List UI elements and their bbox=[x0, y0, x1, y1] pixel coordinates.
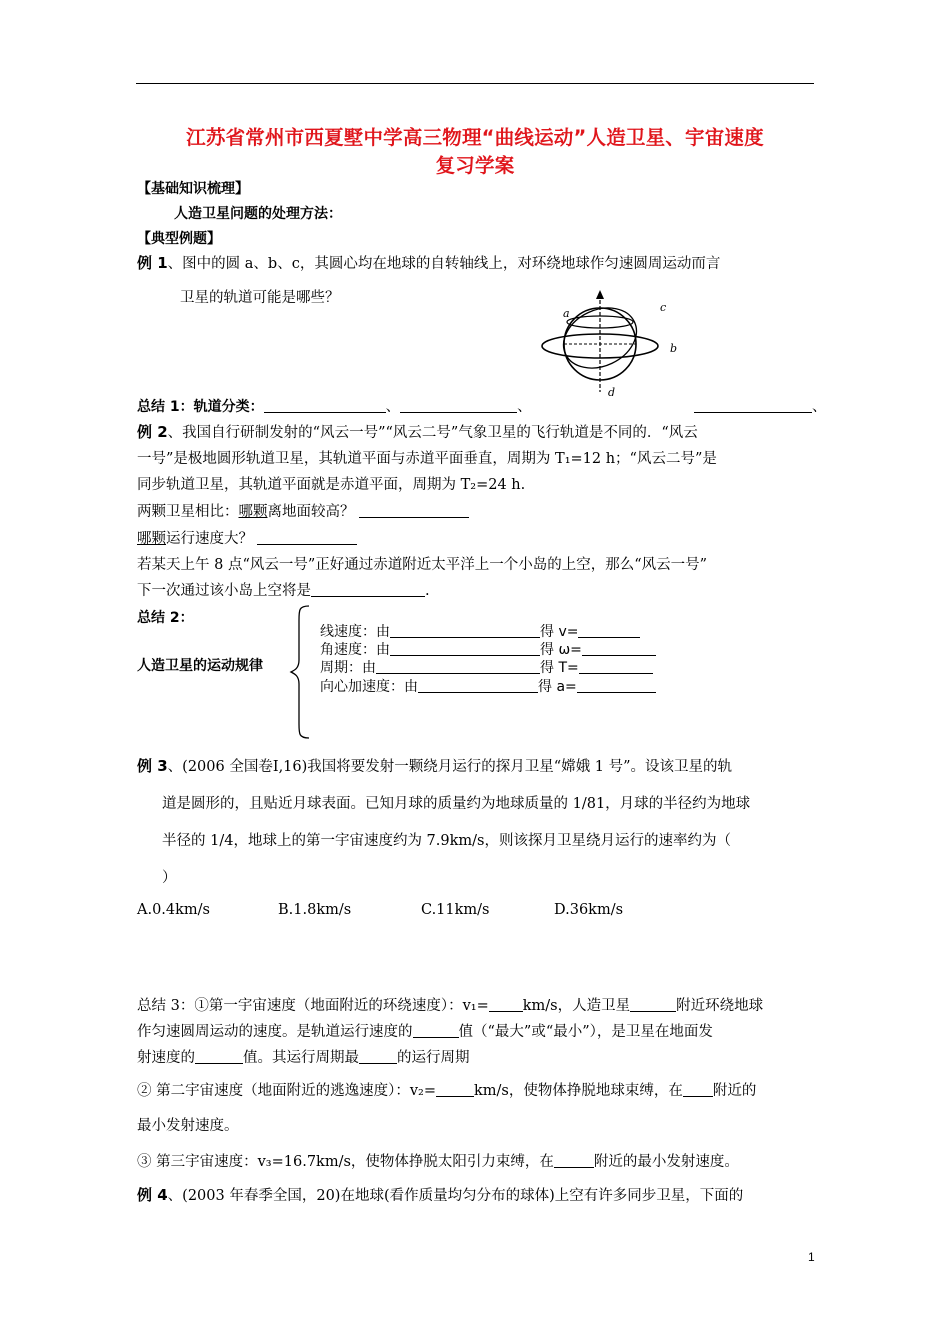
summary3-line-3 bbox=[137, 1046, 470, 1067]
summary2-label: 总结 2： bbox=[137, 610, 194, 626]
row-angular-name: 角速度：由 bbox=[320, 642, 390, 658]
blank-acceleration-from[interactable] bbox=[418, 678, 538, 693]
row-period-name: 周期：由 bbox=[320, 660, 376, 676]
summary3-line-5: 最小发射速度。 bbox=[137, 1118, 239, 1134]
blank-orbit-1[interactable] bbox=[264, 398, 386, 413]
ex1-line-2: 卫星的轨道可能是哪些？ bbox=[180, 290, 340, 306]
s3-p3c: 的运行周期 bbox=[397, 1050, 470, 1066]
ex3-option-a[interactable]: A.0.4km/s bbox=[137, 902, 211, 918]
ex2-label: 例 2 bbox=[137, 423, 168, 441]
label-b: b bbox=[670, 342, 678, 355]
sep-3: 、 bbox=[812, 399, 827, 415]
row-acceleration-name: 向心加速度：由 bbox=[320, 679, 418, 695]
blank-higher[interactable] bbox=[359, 503, 469, 518]
label-a: a bbox=[563, 307, 570, 320]
blank-v1[interactable] bbox=[489, 997, 523, 1012]
blank-period[interactable] bbox=[579, 659, 653, 674]
section-method: 人造卫星问题的处理方法： bbox=[174, 206, 342, 222]
s3-p4c: 附近的 bbox=[712, 1083, 757, 1099]
s3-p3b: 值。其运行周期最 bbox=[243, 1050, 359, 1066]
axis-arrow bbox=[596, 290, 604, 299]
s3-p4b: km/s，使物体挣脱地球束缚，在 bbox=[474, 1083, 683, 1099]
ex4-text-1: 、(2003 年春季全国，20)在地球(看作质量均匀分布的球体)上空有许多同步卫星，下面的 bbox=[167, 1188, 744, 1204]
blank-launch[interactable] bbox=[195, 1049, 243, 1064]
blank-velocity-from[interactable] bbox=[390, 623, 540, 638]
q2-under: 哪颗 bbox=[137, 531, 166, 547]
s3-p4a: ② 第二宇宙速度（地面附近的逃逸速度）：v₂= bbox=[137, 1083, 437, 1099]
ex2-question-3-line-1: 若某天上午 8 点“风云一号”正好通过赤道附近太平洋上一个小岛的上空，那么“风云一号” bbox=[137, 557, 708, 573]
row-angular-result: 得 ω= bbox=[540, 642, 582, 658]
summary3-line-2 bbox=[137, 1020, 713, 1041]
ex3-line-1 bbox=[137, 755, 732, 776]
rule-row-period bbox=[320, 657, 653, 677]
ex2-line-1 bbox=[137, 421, 698, 442]
s3-p1a: 总结 3：①第一宇宙速度（地面附近的环绕速度）：v₁= bbox=[137, 998, 489, 1014]
ex1-line-1 bbox=[137, 252, 720, 273]
s3-p1c: 附近环绕地球 bbox=[676, 998, 764, 1014]
ex3-text-1: 、(2006 全国卷Ⅰ,16)我国将要发射一颗绕月运行的探月卫星“嫦娥 1 号”。设该卫星的轨 bbox=[167, 759, 733, 775]
ex4-line-1 bbox=[137, 1184, 743, 1205]
q2-post: 运行速度大？ bbox=[166, 531, 253, 547]
ex2-text-1: 、我国自行研制发射的“风云一号”“风云二号”气象卫星的飞行轨道是不同的．“风云 bbox=[167, 425, 698, 441]
rule-row-angular bbox=[320, 639, 656, 659]
q1-under: 哪颗 bbox=[238, 504, 268, 520]
s3-p6a: ③ 第三宇宙速度：v₃=16.7km/s，使物体挣脱太阳引力束缚，在 bbox=[137, 1154, 554, 1170]
q3-text: 下一次通过该小岛上空将是 bbox=[137, 583, 311, 599]
ex3-line-3: 半径的 1/4，地球上的第一宇宙速度约为 7.9km/s，则该探月卫星绕月运行的速率约为（ bbox=[162, 833, 731, 849]
s3-p1b: km/s，人造卫星 bbox=[522, 998, 631, 1014]
orbit-figure bbox=[530, 288, 690, 400]
rule-row-velocity bbox=[320, 621, 640, 641]
row-period-result: 得 T= bbox=[540, 660, 579, 676]
row-velocity-name: 线速度：由 bbox=[320, 624, 390, 640]
blank-angular[interactable] bbox=[582, 641, 656, 656]
ex2-line-3: 同步轨道卫星，其轨道平面就是赤道平面，周期为 T₂=24 h. bbox=[137, 477, 526, 493]
blank-v2[interactable] bbox=[436, 1082, 474, 1097]
blank-velocity[interactable] bbox=[578, 623, 640, 638]
summary1-label: 总结 1：轨道分类： bbox=[137, 399, 264, 415]
ex3-option-c[interactable]: C.11km/s bbox=[421, 902, 490, 918]
blank-near-3[interactable] bbox=[554, 1153, 594, 1168]
curly-brace bbox=[289, 604, 311, 740]
label-c: c bbox=[660, 301, 667, 314]
sep-1: 、 bbox=[385, 399, 401, 415]
row-velocity-result: 得 v= bbox=[540, 624, 579, 640]
blank-max-min[interactable] bbox=[413, 1023, 459, 1038]
blank-period-extreme[interactable] bbox=[359, 1049, 397, 1064]
summary3-line-4 bbox=[137, 1079, 756, 1100]
rule-row-acceleration bbox=[320, 676, 656, 696]
blank-orbit-2[interactable] bbox=[400, 398, 517, 413]
ex4-label: 例 4 bbox=[137, 1186, 168, 1204]
summary1-line bbox=[137, 395, 532, 416]
q3-end: . bbox=[425, 583, 430, 599]
section-examples: 【典型例题】 bbox=[137, 231, 221, 247]
summary1-line-right bbox=[694, 395, 827, 416]
blank-faster[interactable] bbox=[257, 530, 357, 545]
blank-acceleration[interactable] bbox=[577, 678, 656, 693]
blank-period-from[interactable] bbox=[376, 659, 540, 674]
ex3-option-d[interactable]: D.36km/s bbox=[554, 902, 624, 918]
ex2-question-2 bbox=[137, 527, 357, 548]
title-line-1: 江苏省常州市西夏墅中学高三物理“曲线运动”人造卫星、宇宙速度 bbox=[186, 126, 764, 149]
header-rule bbox=[136, 83, 814, 84]
q1-pre: 两颗卫星相比： bbox=[137, 504, 239, 520]
ex2-line-2: 一号”是极地圆形轨道卫星，其轨道平面与赤道平面垂直，周期为 T₁=12 h；“风云二号”是 bbox=[137, 451, 717, 467]
summary3-line-1 bbox=[137, 994, 763, 1015]
ex3-line-2: 道是圆形的，且贴近月球表面。已知月球的质量约为地球质量的 1/81，月球的半径约为地球 bbox=[162, 796, 751, 812]
blank-angular-from[interactable] bbox=[390, 641, 540, 656]
ex1-text-1: 、图中的圆 a、b、c，其圆心均在地球的自转轴线上，对环绕地球作匀速圆周运动而言 bbox=[167, 256, 721, 272]
ex3-option-b[interactable]: B.1.8km/s bbox=[278, 902, 352, 918]
s3-p3a: 射速度的 bbox=[137, 1050, 195, 1066]
blank-near-1[interactable] bbox=[630, 997, 676, 1012]
summary2-rule-label: 人造卫星的运动规律 bbox=[137, 658, 263, 674]
s3-p6b: 附近的最小发射速度。 bbox=[593, 1154, 739, 1170]
page-number: 1 bbox=[808, 1250, 815, 1264]
summary3-line-6 bbox=[137, 1150, 739, 1171]
ex3-label: 例 3 bbox=[137, 757, 168, 775]
blank-near-2[interactable] bbox=[683, 1082, 713, 1097]
ex3-line-4: ） bbox=[162, 870, 177, 886]
ex1-label: 例 1 bbox=[137, 254, 168, 272]
ex2-question-3-line-2 bbox=[137, 579, 430, 600]
blank-orbit-3[interactable] bbox=[694, 398, 812, 413]
label-d: d bbox=[608, 386, 616, 399]
blank-next-pass[interactable] bbox=[311, 582, 425, 597]
section-basic: 【基础知识梳理】 bbox=[137, 181, 249, 197]
title-line-2: 复习学案 bbox=[435, 154, 515, 177]
ex2-question-1 bbox=[137, 500, 469, 521]
s3-p2a: 作匀速圆周运动的速度。是轨道运行速度的 bbox=[137, 1024, 413, 1040]
s3-p2b: 值（“最大”或“最小”），是卫星在地面发 bbox=[458, 1024, 713, 1040]
sep-2: 、 bbox=[517, 399, 532, 415]
row-acceleration-result: 得 a= bbox=[538, 679, 577, 695]
q1-post: 离地面较高？ bbox=[267, 504, 355, 520]
